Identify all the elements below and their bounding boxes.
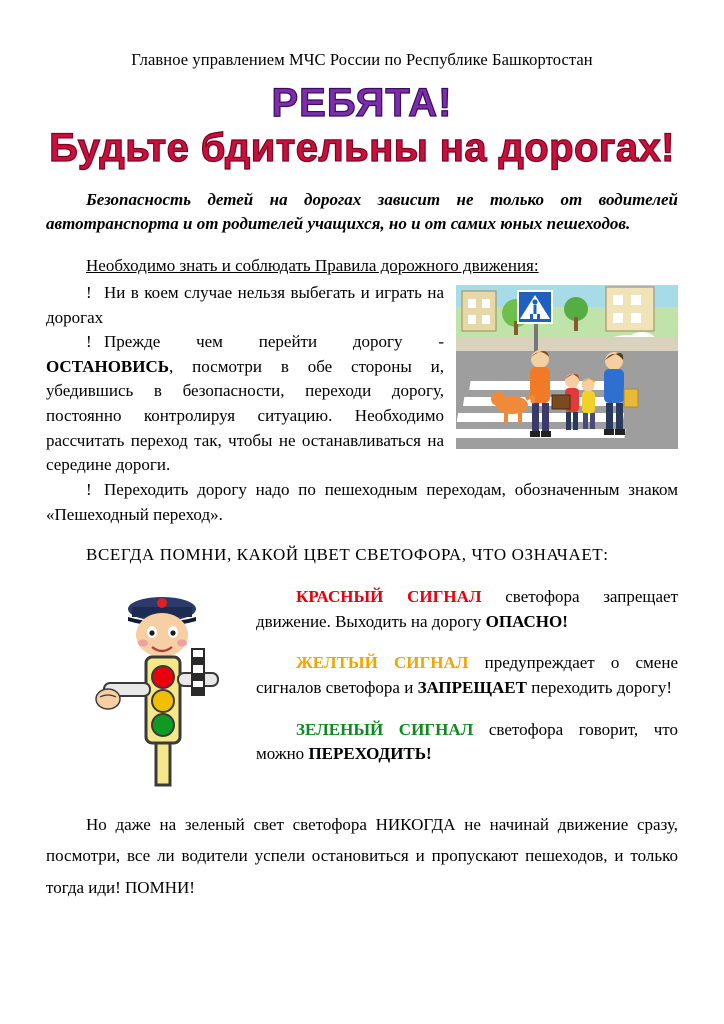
traffic-light — [146, 657, 180, 785]
yellow-signal-emphasis: ЗАПРЕЩАЕТ — [417, 677, 527, 697]
rule-item-2-emphasis: ОСТАНОВИСЬ — [46, 356, 170, 376]
bullet-marker: ! — [86, 332, 92, 352]
green-signal-text-a: светофора говорит, что можно — [256, 719, 679, 764]
green-signal-emphasis: ПЕРЕХОДИТЬ! — [308, 744, 432, 764]
page-title-primary: РЕБЯТА! — [271, 81, 453, 125]
red-signal-text: светофора запрещает движение. Выходить на дорогу — [256, 586, 679, 631]
policeman-traffic-light-illustration — [88, 587, 240, 787]
organization-line: Главное управлением МЧС России по Республике Башкортостан — [131, 50, 593, 69]
page-title-secondary: Будьте бдительны на дорогах! — [49, 126, 675, 170]
signal-section — [46, 585, 678, 791]
policeman-figure — [128, 597, 196, 657]
crosswalk-illustration — [456, 285, 678, 449]
bullet-marker: ! — [86, 480, 92, 500]
yellow-signal-text-b: переходить дорогу! — [526, 677, 673, 697]
rule-item-3-text: Переходить дорогу надо по пешеходным переходам, обозначенным знаком «Пешеходный переход». — [46, 480, 678, 524]
rule-item-2-text-b: , посмотри в обе стороны и, убедившись в безопасности, переходи дорогу, постоянно контролируя ситуацию. Необходимо рассчитать переход так, чтобы не останавливаться на середине дороги. — [46, 356, 444, 475]
rule-item-2-text-a: Прежде чем перейти дорогу - — [104, 332, 444, 352]
bullet-marker: ! — [86, 282, 92, 302]
green-signal-label: ЗЕЛЕНЫЙ СИГНАЛ — [296, 719, 474, 739]
always-remember-heading: ВСЕГДА ПОМНИ, КАКОЙ ЦВЕТ СВЕТОФОРА, ЧТО ОЗНАЧАЕТ: — [86, 545, 609, 565]
closing-paragraph: Но даже на зеленый свет светофора НИКОГДА не начинай движение сразу, посмотри, все ли водители успели остановиться и пропускают пешеходов, и только тогда иди! ПОМНИ! — [46, 814, 678, 897]
red-signal-label: КРАСНЫЙ СИГНАЛ — [296, 586, 482, 606]
yellow-signal-text-a: предупреждает о смене сигналов светофора и — [256, 653, 678, 697]
yellow-signal-label: ЖЕЛТЫЙ СИГНАЛ — [296, 653, 469, 673]
red-signal-emphasis: ОПАСНО! — [485, 611, 568, 631]
intro-paragraph: Безопасность детей на дорогах зависит не только от водителей автотранспорта и от родителей учащихся, но и от самих юных пешеходов. — [46, 190, 678, 234]
rule-item-3 — [46, 478, 678, 527]
rule-item-1-text: Ни в коем случае нельзя выбегать и играть на дорогах — [46, 282, 444, 327]
rules-subheading: Необходимо знать и соблюдать Правила дорожного движения: — [86, 256, 539, 276]
